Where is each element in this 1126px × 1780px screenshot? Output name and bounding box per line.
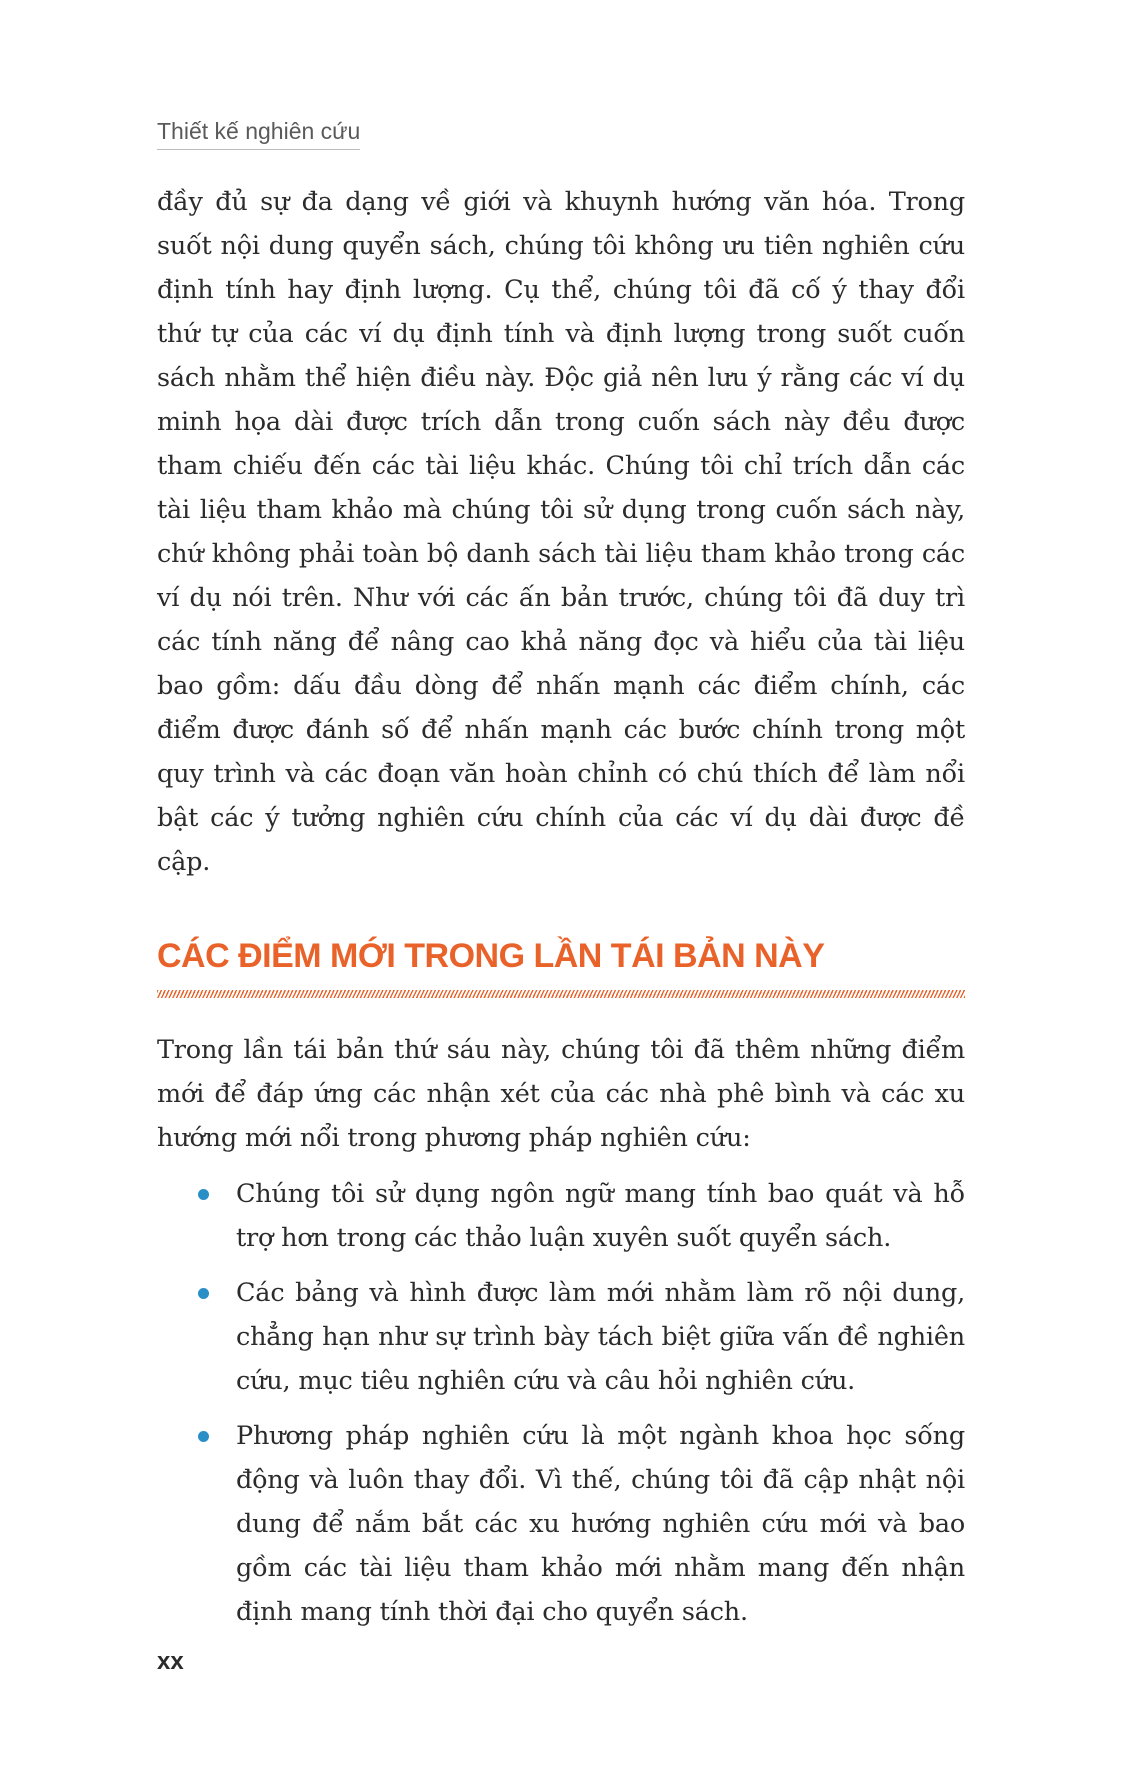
bullet-item: [157, 1271, 965, 1403]
running-header: Thiết kế nghiên cứu: [157, 118, 360, 150]
page-content: [157, 180, 965, 1645]
body-paragraph: đầy đủ sự đa dạng về giới và khuynh hướng văn hóa. Trong suốt nội dung quyển sách, chúng tôi không ưu tiên nghiên cứu định tính hay định lượng. Cụ thể, chúng tôi đã cố ý thay đổi thứ tự của các ví dụ định tính và định lượng trong suốt cuốn sách nhằm thể hiện điều này. Độc giả nên lưu ý rằng các ví dụ minh họa dài được trích dẫn trong cuốn sách này đều được tham chiếu đến các tài liệu khác. Chúng tôi chỉ trích dẫn các tài liệu tham khảo mà chúng tôi sử dụng trong cuốn sách này, chứ không phải toàn bộ danh sách tài liệu tham khảo trong các ví dụ nói trên. Như với các ấn bản trước, chúng tôi đã duy trì các tính năng để nâng cao khả năng đọc và hiểu của tài liệu bao gồm: dấu đầu dòng để nhấn mạnh các điểm chính, các điểm được đánh số để nhấn mạnh các bước chính trong một quy trình và các đoạn văn hoàn chỉnh có chú thích để làm nổi bật các ý tưởng nghiên cứu chính của các ví dụ dài được đề cập.: [157, 187, 965, 877]
bullet-item: [157, 1172, 965, 1260]
section-heading: CÁC ĐIỂM MỚI TRONG LẦN TÁI BẢN NÀY: [157, 937, 825, 975]
bullet-dot-icon: [198, 1288, 209, 1299]
bullet-list: [157, 1172, 965, 1634]
bullet-dot-icon: [198, 1189, 209, 1200]
bullet-text: Phương pháp nghiên cứu là một ngành khoa học sống động và luôn thay đổi. Vì thế, chúng tôi đã cập nhật nội dung để nắm bắt các xu hướng nghiên cứu mới và bao gồm các tài liệu tham khảo mới nhằm mang đến nhận định mang tính thời đại cho quyển sách.: [236, 1421, 965, 1627]
heading-hatched-rule: [157, 990, 965, 998]
bullet-item: [157, 1414, 965, 1634]
bullet-dot-icon: [198, 1431, 209, 1442]
page-number: xx: [157, 1648, 184, 1675]
section-intro-paragraph: Trong lần tái bản thứ sáu này, chúng tôi đã thêm những điểm mới để đáp ứng các nhận xét của các nhà phê bình và các xu hướng mới nổi trong phương pháp nghiên cứu:: [157, 1035, 965, 1153]
bullet-text: Chúng tôi sử dụng ngôn ngữ mang tính bao quát và hỗ trợ hơn trong các thảo luận xuyên suốt quyển sách.: [236, 1179, 965, 1253]
bullet-text: Các bảng và hình được làm mới nhằm làm rõ nội dung, chẳng hạn như sự trình bày tách biệt giữa vấn đề nghiên cứu, mục tiêu nghiên cứu và câu hỏi nghiên cứu.: [236, 1278, 965, 1396]
